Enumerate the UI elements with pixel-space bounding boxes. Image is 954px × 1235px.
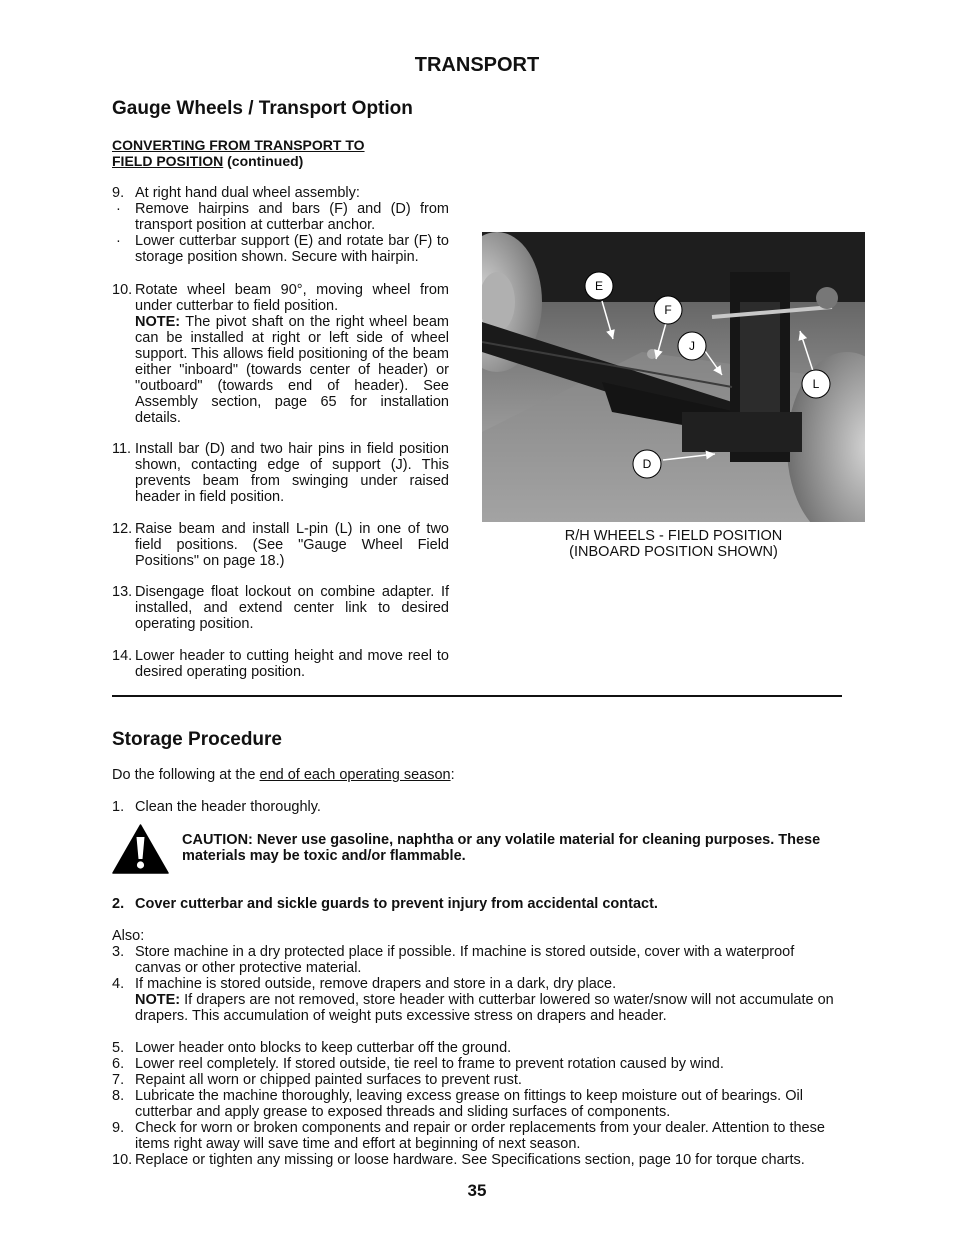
list-item-number: 2. (112, 896, 125, 912)
callout-e-line (602, 301, 613, 339)
list-item-number: 12. (112, 521, 133, 537)
list-item-number: 1. (112, 799, 125, 815)
callout-l-line (800, 331, 813, 371)
list-item-number: 7. (112, 1072, 125, 1088)
warning-triangle-icon (112, 824, 169, 874)
list-item-number: 6. (112, 1056, 125, 1072)
list-item-number: 10. (112, 282, 133, 298)
list-item-text: Lower header to cutting height and move reel to desired operating position. (135, 648, 449, 680)
figure-caption-line1: R/H WHEELS - FIELD POSITION (564, 528, 783, 544)
figure-photo (482, 232, 865, 522)
subsection-heading-continued: (continued) (223, 153, 304, 169)
page-number: 35 (467, 1181, 487, 1200)
storage-intro-pre: Do the following at the (112, 767, 260, 783)
list-item-text: Replace or tighten any missing or loose hardware. See Specifications section, page 10 for torque charts. (135, 1152, 805, 1168)
list-item-text: Lubricate the machine thoroughly, leaving excess grease on fittings to keep moisture out of bearings. Oil cutterbar and apply grease to exposed threads and sliding surfaces of components. (135, 1088, 803, 1120)
callout-f-line (656, 323, 666, 359)
list-item-body (135, 282, 449, 426)
svg-text:J: J (689, 339, 695, 353)
callout-overlay (482, 232, 865, 522)
bullet: · (116, 201, 121, 217)
callout-f (654, 296, 682, 324)
subsection-heading (112, 137, 365, 169)
list-item-text: Lower reel completely. If stored outside, tie reel to frame to prevent rotation caused by wind. (135, 1056, 724, 1072)
callout-l (802, 370, 830, 398)
list-item-text: Check for worn or broken components and repair or order replacements from your dealer. Attention to these items right away will save time and effort at beginning of next season. (135, 1120, 825, 1152)
list-item-text: Lower header onto blocks to keep cutterbar off the ground. (135, 1040, 512, 1056)
callout-e (585, 272, 613, 300)
storage-intro (112, 767, 455, 783)
svg-text:E: E (594, 279, 604, 293)
list-item-text: Rotate wheel beam 90°, moving wheel from under cutterbar to field position. (135, 282, 449, 314)
figure-caption-line2: (INBOARD POSITION SHOWN) (569, 544, 778, 560)
list-item-text: Repaint all worn or chipped painted surfaces to prevent rust. (135, 1072, 522, 1088)
callout-d (633, 450, 661, 478)
figure-caption (482, 528, 865, 560)
list-item-number: 11. (112, 441, 132, 457)
page-header: TRANSPORT (414, 54, 540, 76)
list-item-text: Raise beam and install L-pin (L) in one of two field positions. (See "Gauge Wheel Field Positions" on page 18.) (135, 521, 449, 569)
list-item-text: Lower cutterbar support (E) and rotate bar (F) to storage position shown. Secure with hairpin. (135, 233, 449, 265)
note-label: NOTE: (135, 992, 181, 1008)
list-item-number: 14. (112, 648, 133, 664)
subsection-heading-line2: FIELD POSITION (112, 153, 224, 169)
list-item-text: Remove hairpins and bars (F) and (D) from transport position at cutterbar anchor. (135, 201, 449, 233)
note-label: NOTE: (135, 314, 181, 330)
note-text: The pivot shaft on the right wheel beam can be installed at right or left side of wheel support. This allows field positioning of the beam either "inboard" (towards center of header) or "outboard" (towards end of header). See Assembly section, page 65 for installation details. (135, 314, 449, 426)
list-item-number: 8. (112, 1088, 125, 1104)
list-item-body (135, 976, 842, 1024)
note-text: If drapers are not removed, store header with cutterbar lowered so water/snow will not accumulate on drapers. This accumulation of weight puts excessive stress on drapers and header. (135, 992, 834, 1024)
callout-j-line (705, 351, 722, 375)
list-item-number: 3. (112, 944, 125, 960)
also-label: Also: (112, 928, 145, 944)
caution-text: CAUTION: Never use gasoline, naphtha or any volatile material for cleaning purposes. These materials may be toxic and/or flammable. (182, 832, 821, 864)
svg-text:D: D (642, 457, 652, 471)
list-item-number: 10. (112, 1152, 133, 1168)
section-title-storage: Storage Procedure (112, 729, 282, 750)
list-item-number: 13. (112, 584, 133, 600)
section-divider (112, 695, 842, 697)
list-item-text: At right hand dual wheel assembly: (135, 185, 360, 201)
list-item-text: Clean the header thoroughly. (135, 799, 321, 815)
subsection-heading-line1: CONVERTING FROM TRANSPORT TO (112, 137, 365, 153)
list-item-number: 5. (112, 1040, 125, 1056)
list-item-text: Disengage float lockout on combine adapter. If installed, and extend center link to desired operating position. (135, 584, 449, 632)
list-item-text: If machine is stored outside, remove drapers and store in a dark, dry place. (135, 976, 617, 992)
bullet: · (116, 233, 121, 249)
list-item-number: 4. (112, 976, 125, 992)
list-item-number: 9. (112, 1120, 125, 1136)
storage-intro-emphasis: end of each operating season (259, 767, 451, 783)
list-item-text: Store machine in a dry protected place if possible. If machine is stored outside, cover with a waterproof canvas or other protective material. (135, 944, 795, 976)
svg-text:L: L (812, 377, 820, 391)
callout-j (678, 332, 706, 360)
list-item-text: Install bar (D) and two hair pins in field position shown, contacting edge of support (J). This prevents beam from swinging under raised header in field position. (135, 441, 449, 505)
list-item-text: Cover cutterbar and sickle guards to prevent injury from accidental contact. (135, 896, 658, 912)
list-item-number: 9. (112, 185, 125, 201)
callout-d-line (663, 454, 715, 460)
svg-text:F: F (664, 303, 672, 317)
storage-intro-post: : (450, 767, 455, 783)
section-title-gauge-wheels: Gauge Wheels / Transport Option (112, 98, 413, 119)
